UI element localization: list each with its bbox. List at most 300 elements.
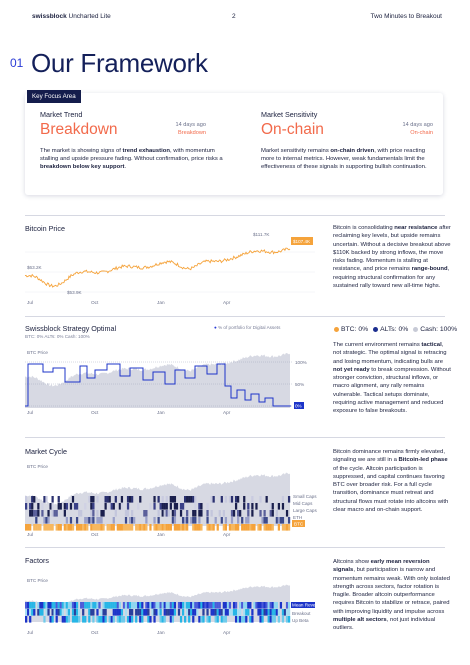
heatmap-cell [117, 602, 119, 609]
heatmap-cell [121, 524, 123, 531]
heatmap-cell [131, 616, 133, 623]
heatmap-cell [84, 503, 86, 510]
heatmap-cell [84, 616, 86, 623]
heatmap-cell [200, 602, 202, 609]
heatmap-cell [235, 496, 237, 503]
heatmap-cell [186, 602, 188, 609]
heatmap-cell [239, 602, 241, 609]
heatmap-cell [192, 524, 194, 531]
heatmap-cell [208, 602, 210, 609]
heatmap-cell [102, 602, 104, 609]
heatmap-cell [158, 510, 160, 517]
heatmap-cell [164, 602, 166, 609]
heatmap-cell [25, 616, 27, 623]
heatmap-cell [219, 609, 221, 616]
section-number: 01 [10, 56, 24, 70]
heatmap-cell [196, 609, 198, 616]
heatmap-cell [31, 503, 33, 510]
heatmap-cell [162, 496, 164, 503]
heatmap-cell [68, 524, 70, 531]
heatmap-cell [208, 616, 210, 623]
heatmap-cell [288, 616, 290, 623]
heatmap-cell [221, 496, 223, 503]
heatmap-cell [188, 496, 190, 503]
heatmap-cell [145, 524, 147, 531]
heatmap-cell [43, 602, 45, 609]
heatmap-cell [147, 602, 149, 609]
heatmap-cell [127, 510, 129, 517]
allocation-legend: BTC: 0% ALTs: 0% Cash: 100% [334, 326, 457, 333]
heatmap-cell [54, 609, 56, 616]
heatmap-cell [227, 602, 229, 609]
heatmap-cell [162, 503, 164, 510]
heatmap-cell [164, 524, 166, 531]
heatmap-cell [282, 503, 284, 510]
cycle-row-label: Large Caps [293, 508, 317, 513]
heatmap-cell [102, 510, 104, 517]
heatmap-cell [43, 517, 45, 524]
heatmap-cell [153, 517, 155, 524]
heatmap-cell [174, 602, 176, 609]
heatmap-cell [49, 524, 51, 531]
heatmap-cell [172, 602, 174, 609]
heatmap-cell [235, 616, 237, 623]
heatmap-cell [145, 609, 147, 616]
heatmap-cell [160, 602, 162, 609]
heatmap-cell [206, 609, 208, 616]
heatmap-cell [66, 524, 68, 531]
heatmap-cell [249, 602, 251, 609]
heatmap-cell [186, 609, 188, 616]
bitcoin-price-title: Bitcoin Price [25, 224, 65, 233]
heatmap-cell [245, 524, 247, 531]
heatmap-cell [60, 609, 62, 616]
heatmap-cell [72, 602, 74, 609]
heatmap-cell [237, 496, 239, 503]
heatmap-cell [280, 517, 282, 524]
level-label: 0% [295, 403, 302, 409]
heatmap-cell [125, 517, 127, 524]
heatmap-cell [131, 524, 133, 531]
heatmap-cell [66, 609, 68, 616]
heatmap-cell [182, 602, 184, 609]
heatmap-cell [200, 524, 202, 531]
heatmap-cell [115, 602, 117, 609]
heatmap-cell [170, 609, 172, 616]
heatmap-cell [88, 517, 90, 524]
heatmap-cell [123, 616, 125, 623]
heatmap-cell [141, 609, 143, 616]
heatmap-cell [25, 609, 27, 616]
heatmap-cell [164, 503, 166, 510]
heatmap-cell [84, 602, 86, 609]
heatmap-cell [237, 510, 239, 517]
heatmap-cell [121, 616, 123, 623]
heatmap-cell [80, 524, 82, 531]
heatmap-cell [64, 503, 66, 510]
heatmap-cell [241, 517, 243, 524]
heatmap-cell [255, 602, 257, 609]
heatmap-cell [211, 524, 213, 531]
heatmap-cell [78, 616, 80, 623]
heatmap-cell [188, 609, 190, 616]
page-number: 2 [232, 13, 236, 20]
heatmap-cell [158, 517, 160, 524]
heatmap-cell [243, 496, 245, 503]
heatmap-cell [125, 524, 127, 531]
heatmap-cell [84, 517, 86, 524]
heatmap-cell [266, 602, 268, 609]
heatmap-cell [145, 517, 147, 524]
heatmap-cell [127, 496, 129, 503]
heatmap-cell [29, 616, 31, 623]
heatmap-cell [76, 609, 78, 616]
heatmap-cell [52, 510, 54, 517]
x-tick: Jul [27, 630, 33, 635]
heatmap-cell [33, 609, 35, 616]
factor-row-label: Breakout [292, 611, 311, 616]
strategy-title: Swissblock Strategy Optimal [25, 324, 117, 333]
heatmap-cell [113, 517, 115, 524]
x-tick: Apr [223, 532, 231, 537]
heatmap-cell [251, 609, 253, 616]
heatmap-cell [109, 616, 111, 623]
heatmap-cell [52, 609, 54, 616]
heatmap-cell [196, 602, 198, 609]
heatmap-cell [259, 602, 261, 609]
cycle-row-label: Mid Caps [293, 501, 313, 506]
heatmap-cell [98, 616, 100, 623]
heatmap-cell [206, 616, 208, 623]
heatmap-cell [90, 510, 92, 517]
heatmap-cell [239, 609, 241, 616]
heatmap-cell [235, 524, 237, 531]
heatmap-cell [139, 524, 141, 531]
heatmap-cell [111, 616, 113, 623]
heatmap-cell [206, 602, 208, 609]
heatmap-cell [184, 517, 186, 524]
heatmap-cell [270, 602, 272, 609]
report-title: Two Minutes to Breakout [370, 13, 442, 20]
heatmap-cell [29, 503, 31, 510]
heatmap-cell [153, 602, 155, 609]
heatmap-cell [41, 602, 43, 609]
heatmap-cell [125, 510, 127, 517]
heatmap-cell [270, 510, 272, 517]
bitcoin-price-line [25, 248, 290, 287]
heatmap-cell [54, 602, 56, 609]
heatmap-cell [219, 602, 221, 609]
heatmap-cell [29, 609, 31, 616]
heatmap-cell [96, 524, 98, 531]
heatmap-cell [184, 616, 186, 623]
heatmap-cell [155, 524, 157, 531]
heatmap-cell [98, 524, 100, 531]
heatmap-cell [158, 609, 160, 616]
heatmap-cell [109, 524, 111, 531]
heatmap-cell [25, 524, 27, 531]
heatmap-cell [135, 609, 137, 616]
heatmap-cell [261, 517, 263, 524]
heatmap-cell [135, 524, 137, 531]
btc-dot-icon [334, 327, 339, 332]
heatmap-cell [74, 616, 76, 623]
heatmap-cell [105, 503, 107, 510]
heatmap-cell [121, 496, 123, 503]
heatmap-cell [182, 503, 184, 510]
heatmap-cell [264, 517, 266, 524]
heatmap-cell [160, 609, 162, 616]
heatmap-cell [45, 602, 47, 609]
heatmap-cell [56, 609, 58, 616]
heatmap-cell [105, 609, 107, 616]
heatmap-cell [204, 602, 206, 609]
heatmap-cell [127, 616, 129, 623]
heatmap-cell [105, 602, 107, 609]
key-focus-tag: Key Focus Area [27, 90, 81, 103]
heatmap-cell [64, 602, 66, 609]
heatmap-cell [233, 609, 235, 616]
heatmap-cell [241, 524, 243, 531]
heatmap-cell [52, 503, 54, 510]
heatmap-cell [266, 609, 268, 616]
heatmap-cell [45, 517, 47, 524]
heatmap-cell [280, 602, 282, 609]
heatmap-cell [37, 602, 39, 609]
heatmap-cell [184, 602, 186, 609]
heatmap-cell [45, 609, 47, 616]
heatmap-cell [80, 510, 82, 517]
heatmap-cell [115, 510, 117, 517]
heatmap-cell [94, 524, 96, 531]
heatmap-cell [47, 609, 49, 616]
heatmap-cell [70, 602, 72, 609]
heatmap-cell [194, 609, 196, 616]
heatmap-cell [58, 496, 60, 503]
heatmap-cell [31, 496, 33, 503]
heatmap-cell [129, 609, 131, 616]
heatmap-cell [135, 602, 137, 609]
heatmap-cell [129, 602, 131, 609]
heatmap-cell [47, 510, 49, 517]
heatmap-cell [192, 616, 194, 623]
heatmap-cell [58, 602, 60, 609]
heatmap-cell [113, 609, 115, 616]
heatmap-cell [231, 510, 233, 517]
heatmap-cell [123, 602, 125, 609]
heatmap-cell [90, 609, 92, 616]
heatmap-cell [72, 616, 74, 623]
market-sensitivity-value: On-chain [261, 121, 324, 138]
market-sensitivity-label: Market Sensitivity [261, 110, 318, 119]
heatmap-cell [178, 609, 180, 616]
heatmap-cell [266, 517, 268, 524]
heatmap-cell [184, 496, 186, 503]
heatmap-cell [117, 609, 119, 616]
heatmap-cell [221, 517, 223, 524]
heatmap-cell [259, 524, 261, 531]
heatmap-cell [49, 616, 51, 623]
heatmap-cell [274, 609, 276, 616]
heatmap-cell [33, 524, 35, 531]
heatmap-cell [60, 524, 62, 531]
cycle-row-label: Small Caps [293, 494, 317, 499]
heatmap-cell [41, 503, 43, 510]
heatmap-cell [160, 616, 162, 623]
heatmap-cell [257, 602, 259, 609]
heatmap-cell [90, 503, 92, 510]
heatmap-cell [127, 602, 129, 609]
heatmap-cell [129, 517, 131, 524]
heatmap-cell [90, 602, 92, 609]
heatmap-cell [74, 609, 76, 616]
heatmap-cell [272, 609, 274, 616]
heatmap-cell [90, 496, 92, 503]
heatmap-cell [107, 602, 109, 609]
heatmap-cell [200, 616, 202, 623]
heatmap-cell [198, 510, 200, 517]
heatmap-cell [72, 496, 74, 503]
heatmap-cell [127, 503, 129, 510]
heatmap-cell [186, 510, 188, 517]
page-header [32, 13, 442, 25]
heatmap-cell [278, 503, 280, 510]
heatmap-cell [223, 602, 225, 609]
heatmap-cell [45, 524, 47, 531]
heatmap-cell [229, 602, 231, 609]
heatmap-cell [94, 602, 96, 609]
heatmap-cell [225, 517, 227, 524]
heatmap-cell [241, 602, 243, 609]
heatmap-cell [119, 616, 121, 623]
heatmap-cell [186, 524, 188, 531]
heatmap-cell [190, 602, 192, 609]
heatmap-cell [137, 503, 139, 510]
heatmap-cell [102, 616, 104, 623]
heatmap-cell [215, 517, 217, 524]
heatmap-cell [249, 524, 251, 531]
heatmap-cell [31, 510, 33, 517]
cycle-row-label: BTC [294, 521, 304, 527]
heatmap-cell [253, 524, 255, 531]
heatmap-cell [264, 609, 266, 616]
heatmap-cell [194, 510, 196, 517]
heatmap-cell [247, 517, 249, 524]
heatmap-cell [288, 524, 290, 531]
x-tick: Oct [91, 630, 99, 635]
market-sensitivity-history [403, 121, 433, 137]
alts-dot-icon [373, 327, 378, 332]
heatmap-cell [278, 616, 280, 623]
factors-chart [25, 574, 326, 646]
heatmap-cell [206, 510, 208, 517]
heatmap-cell [164, 510, 166, 517]
heatmap-cell [109, 602, 111, 609]
heatmap-cell [168, 602, 170, 609]
heatmap-cell [270, 524, 272, 531]
heatmap-cell [213, 602, 215, 609]
heatmap-cell [29, 510, 31, 517]
heatmap-cell [237, 616, 239, 623]
heatmap-cell [139, 496, 141, 503]
heatmap-cell [286, 602, 288, 609]
heatmap-cell [135, 616, 137, 623]
heatmap-cell [41, 510, 43, 517]
heatmap-cell [229, 609, 231, 616]
heatmap-cell [25, 496, 27, 503]
heatmap-cell [206, 503, 208, 510]
heatmap-cell [192, 602, 194, 609]
heatmap-cell [149, 524, 151, 531]
heatmap-cell [33, 496, 35, 503]
heatmap-cell [143, 510, 145, 517]
heatmap-cell [113, 602, 115, 609]
heatmap-cell [35, 517, 37, 524]
heatmap-cell [251, 510, 253, 517]
x-tick: Jan [157, 300, 165, 305]
heatmap-cell [249, 616, 251, 623]
heatmap-cell [172, 496, 174, 503]
heatmap-cell [153, 616, 155, 623]
heatmap-cell [253, 602, 255, 609]
heatmap-cell [47, 524, 49, 531]
heatmap-cell [266, 524, 268, 531]
heatmap-cell [192, 609, 194, 616]
heatmap-cell [188, 616, 190, 623]
heatmap-cell [52, 524, 54, 531]
bitcoin-price-chart [25, 232, 315, 306]
current-price-label: $107.4K [293, 239, 311, 244]
heatmap-cell [174, 503, 176, 510]
heatmap-cell [158, 524, 160, 531]
heatmap-cell [137, 524, 139, 531]
heatmap-cell [35, 510, 37, 517]
strategy-chart [25, 342, 315, 416]
heatmap-cell [113, 616, 115, 623]
heatmap-cell [282, 609, 284, 616]
heatmap-cell [88, 496, 90, 503]
heatmap-cell [180, 524, 182, 531]
heatmap-cell [111, 602, 113, 609]
brand-name: swissblock Uncharted Lite [32, 13, 111, 20]
heatmap-cell [47, 602, 49, 609]
heatmap-cell [141, 524, 143, 531]
heatmap-cell [194, 517, 196, 524]
heatmap-cell [206, 517, 208, 524]
heatmap-cell [86, 517, 88, 524]
price-annotation: $111.7K [253, 232, 270, 237]
heatmap-cell [129, 616, 131, 623]
heatmap-cell [257, 524, 259, 531]
x-tick: Jul [27, 532, 33, 537]
heatmap-cell [202, 602, 204, 609]
heatmap-cell [143, 609, 145, 616]
heatmap-cell [88, 616, 90, 623]
heatmap-cell [92, 510, 94, 517]
heatmap-cell [215, 616, 217, 623]
heatmap-cell [82, 616, 84, 623]
heatmap-cell [288, 517, 290, 524]
strategy-legend: ● % of portfolio for Digital Assets [214, 325, 281, 330]
heatmap-cell [64, 616, 66, 623]
heatmap-cell [92, 609, 94, 616]
heatmap-cell [56, 510, 58, 517]
heatmap-cell [96, 496, 98, 503]
heatmap-cell [153, 609, 155, 616]
heatmap-cell [72, 524, 74, 531]
heatmap-cell [37, 609, 39, 616]
heatmap-cell [233, 510, 235, 517]
